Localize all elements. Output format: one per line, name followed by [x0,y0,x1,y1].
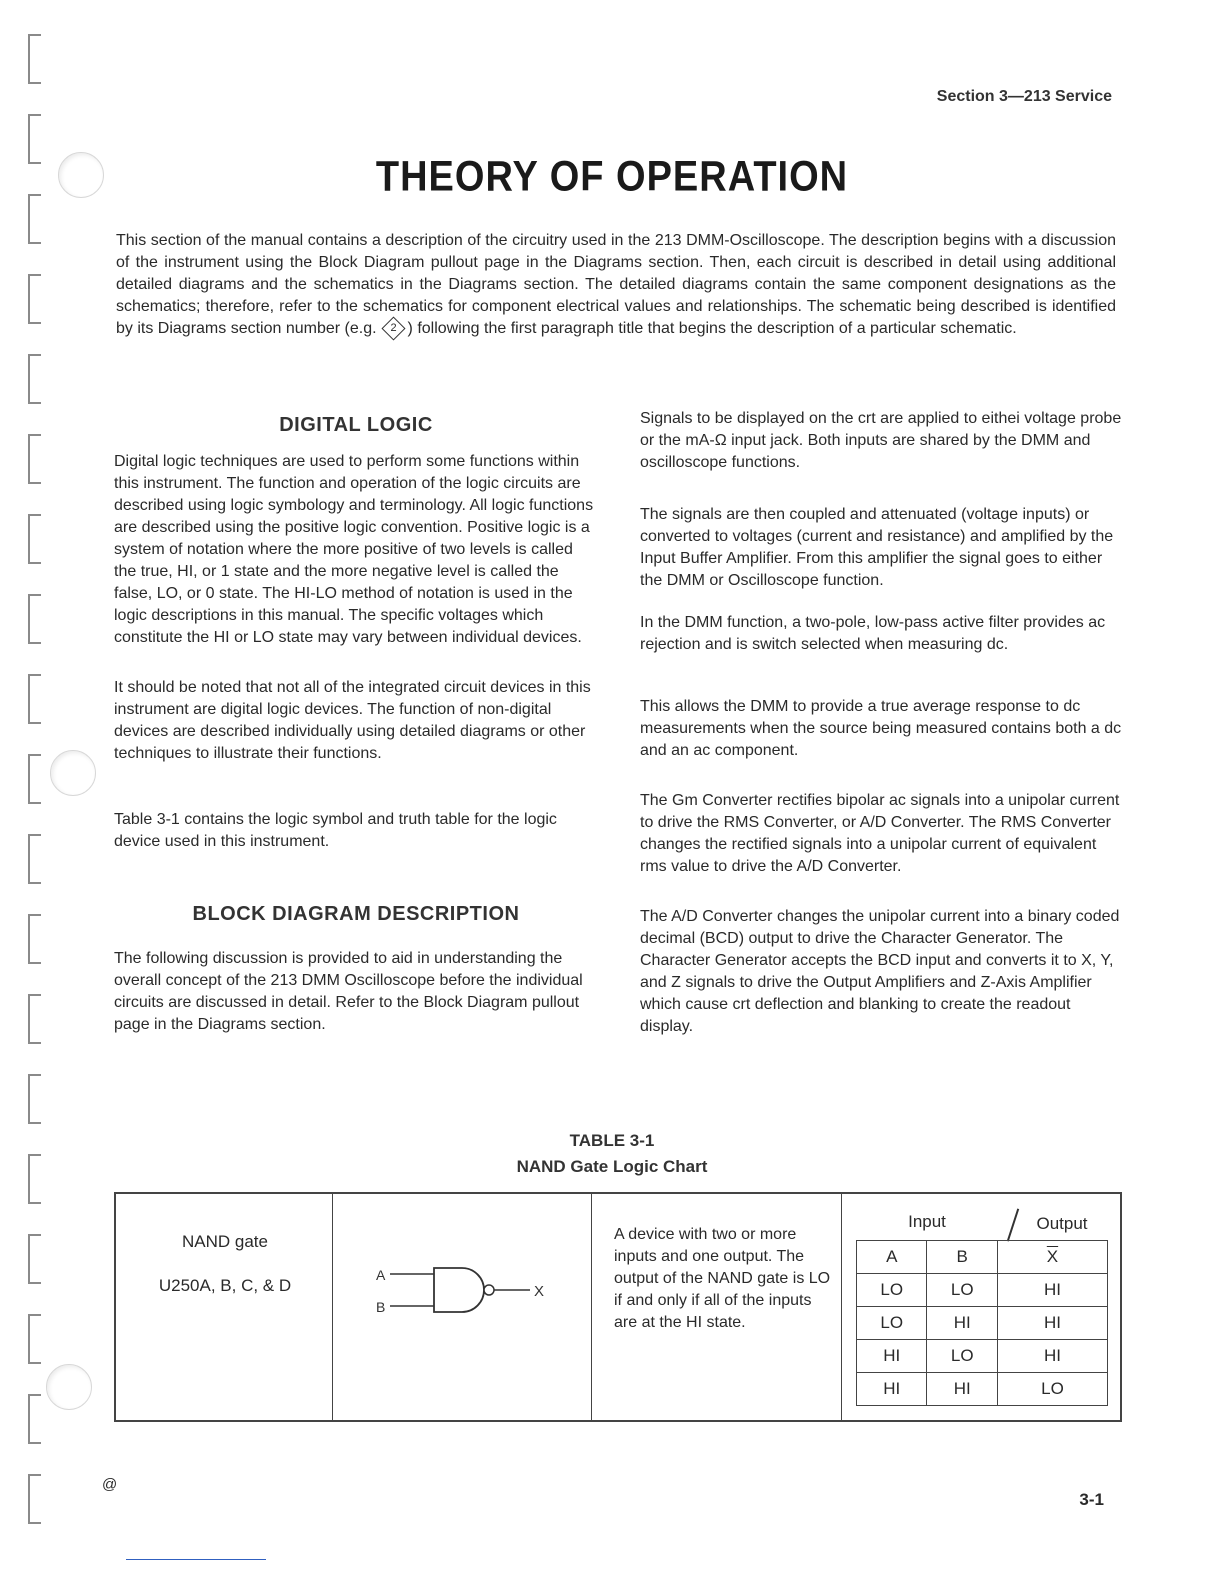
table-divider [841,1194,842,1420]
page-number: 3-1 [1079,1490,1104,1509]
binder-bracket [28,834,41,884]
footer-mark: @ [102,1476,118,1493]
truth-cell: HI [927,1373,997,1406]
binder-bracket [28,274,41,324]
nand-gate-body [434,1268,484,1312]
table-row [857,1340,1108,1373]
punch-hole [46,1364,92,1410]
truth-cell: LO [927,1274,997,1307]
truth-header-row [857,1241,1108,1274]
right-column [640,408,1124,1038]
truth-cell: HI [997,1307,1107,1340]
truth-cell: LO [997,1373,1107,1406]
diagram-number: 2 [389,322,397,335]
truth-table [856,1208,1108,1408]
binder-bracket [28,514,41,564]
digital-logic-paragraph: Table 3-1 contains the logic symbol and truth table for the logic device used in this instrument. [114,811,557,850]
table-row [857,1274,1108,1307]
binder-bracket [28,674,41,724]
device-description: A device with two or more inputs and one output. The output of the NAND gate is LO if and only if all of the inputs are at the HI state. [614,1226,831,1331]
nand-gate-symbol [334,1194,592,1420]
binder-bracket [28,994,41,1044]
digital-logic-paragraph: Digital logic techniques are used to perform some functions within this instrument. The function and operation of the logic circuits are described using logic symbology and terminology. All logic functions are described using the positive logic convention. Positive logic is a system of notation where the more positive of two levels is called the true, HI, or 1 state and the more negative level is called the false, LO, or 0 state. The HI-LO method of notation is used in the logic descriptions in this manual. The specific voltages which constitute the HI or LO state may vary between individual devices. [114,453,594,646]
table-caption-text: NAND Gate Logic Chart [516,1157,708,1176]
truth-cell: HI [857,1373,927,1406]
left-column [114,414,598,1036]
truth-col-b: B [927,1241,997,1274]
truth-cell: HI [857,1340,927,1373]
signal-paragraph: In the DMM function, a two-pole, low-pass active filter provides ac rejection and is switch selected when measuring dc. [640,614,1106,653]
truth-cell: HI [927,1307,997,1340]
signal-paragraph: The A/D Converter changes the unipolar current into a binary coded decimal (BCD) output to drive the Character Generator. The Character Generator accepts the BCD input and converts it to X, Y, and Z signals to drive the Output Amplifiers and Z-Axis Amplifier which cause crt deflection and blanking to create the readout display. [640,908,1120,1035]
intro-text-after: ) following the first paragraph title that begins the description of a particular schematic. [407,320,1017,337]
table-caption [0,1128,1224,1180]
truth-cell: LO [927,1340,997,1373]
truth-output-header: Output [1036,1214,1088,1233]
truth-col-x: $\overline{X}$ [997,1241,1107,1274]
signal-paragraph: Signals to be displayed on the crt are applied to eithei voltage probe or the mA-Ω input jack. Both inputs are shared by the DMM and oscilloscope functions. [640,410,1122,471]
binder-bracket [28,1074,41,1124]
binder-bracket [28,434,41,484]
block-diagram-heading: BLOCK DIAGRAM DESCRIPTION [192,903,520,925]
binder-bracket [28,914,41,964]
binder-bracket [28,1234,41,1284]
truth-cell: HI [997,1274,1107,1307]
device-name: NAND gate [182,1232,268,1251]
table-label: TABLE 3-1 [569,1131,655,1150]
table-row [857,1373,1108,1406]
intro-paragraph [116,230,1116,340]
scan-artifact-line [126,1559,266,1560]
page-title: THEORY OF OPERATION [375,153,849,201]
binder-bracket [28,34,41,84]
binder-bracket [28,354,41,404]
table-divider [332,1194,333,1420]
device-id: U250A, B, C, & D [158,1276,292,1295]
truth-col-a: A [857,1241,927,1274]
punch-hole [50,750,96,796]
block-diagram-paragraph: The following discussion is provided to aid in understanding the overall concept of the 213 DMM Oscilloscope before the individual circuits are discussed in detail. Refer to the Block Diagram pullout page in the Diagrams section. [114,950,583,1033]
nand-logic-table [114,1192,1122,1422]
binder-edge [0,0,60,1584]
signal-paragraph: The Gm Converter rectifies bipolar ac signals into a unipolar current to drive the RMS Converter, or A/D Converter. The RMS Converter changes the rectified signals into a unipolar current of equivalent rms value to drive the A/D Converter. [640,792,1120,875]
input-a-label: A [376,1267,386,1283]
input-b-label: B [376,1299,386,1315]
inversion-bubble [484,1285,494,1295]
binder-bracket [28,1314,41,1364]
table-row [857,1307,1108,1340]
digital-logic-heading: DIGITAL LOGIC [279,414,433,436]
output-label: X [534,1283,545,1300]
truth-cell: LO [857,1307,927,1340]
truth-cell: HI [997,1340,1107,1373]
binder-bracket [28,1394,41,1444]
digital-logic-paragraph: It should be noted that not all of the integrated circuit devices in this instrument are digital logic devices. The function of non-digital devices are described individually using detailed diagrams or other techniques to illustrate their functions. [114,679,591,762]
signal-paragraph: The signals are then coupled and attenuated (voltage inputs) or converted to voltages (current and resistance) and amplified by the Input Buffer Amplifier. From this amplifier the signal goes to either the DMM or Oscilloscope function. [640,506,1114,589]
truth-cell: LO [857,1274,927,1307]
binder-bracket [28,1474,41,1524]
binder-bracket [28,754,41,804]
binder-bracket [28,594,41,644]
section-header: Section 3—213 Service [936,88,1112,105]
intro-text-before: This section of the manual contains a description of the circuitry used in the 213 DMM-Oscilloscope. The description begins with a discussion of the instrument using the Block Diagram pullout page in the Diagrams section. Then, each circuit is described in detail using additional detailed diagrams and the schematics in the Diagrams section. The detailed diagrams contain the same component designations as the schematics; therefore, refer to the schematics for component electrical values and relationships. The schematic being described is identified by its Diagrams section number (e.g. [116,232,1116,337]
truth-grid [856,1240,1108,1406]
signal-paragraph: This allows the DMM to provide a true average response to dc measurements when the source being measured contains both a dc and an ac component. [640,698,1122,759]
diagram-number-icon [381,317,405,341]
truth-input-header: Input [908,1212,946,1231]
